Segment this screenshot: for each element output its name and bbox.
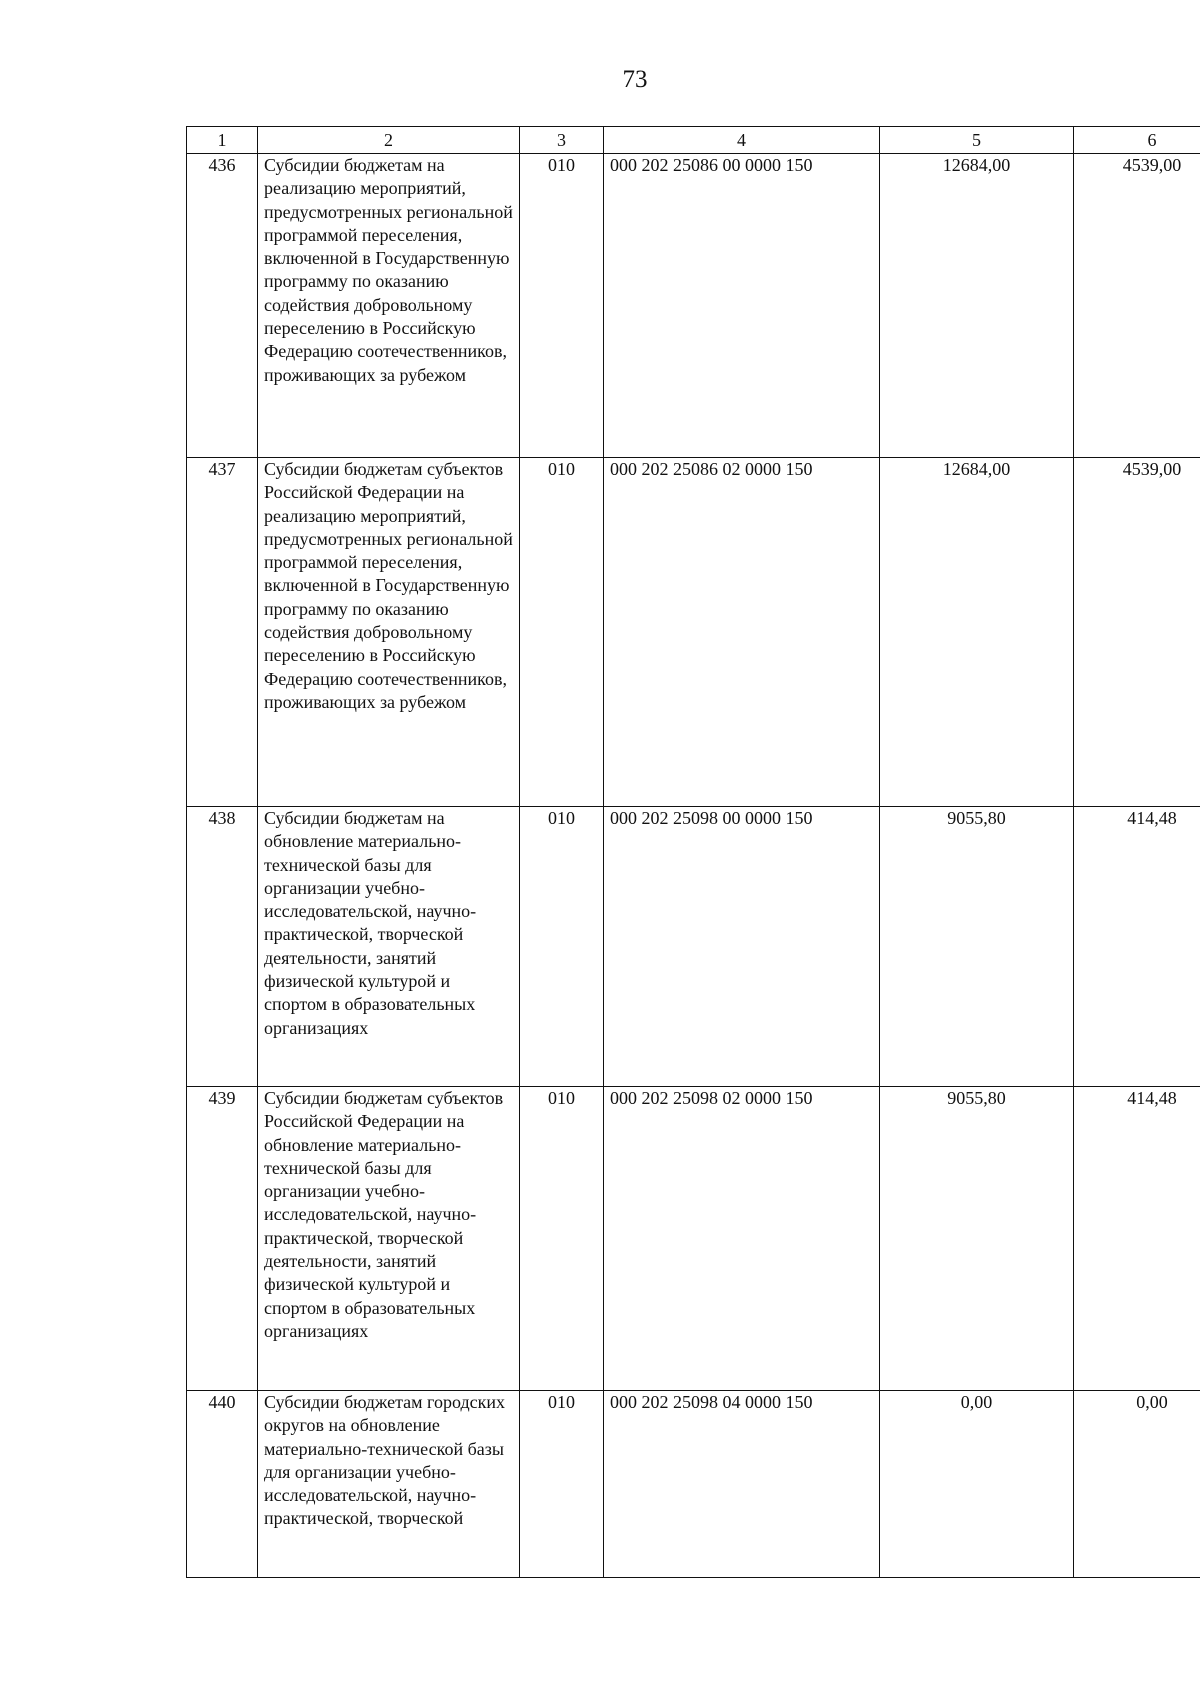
- row-code: 000 202 25098 04 0000 150: [604, 1391, 880, 1578]
- column-header-6: 6: [1074, 127, 1200, 154]
- column-header-5: 5: [880, 127, 1074, 154]
- row-col6: 4539,00: [1074, 154, 1200, 458]
- column-header-4: 4: [604, 127, 880, 154]
- table-row: [187, 807, 1200, 1087]
- row-number: 437: [187, 458, 258, 807]
- table-header-row: [187, 127, 1200, 154]
- row-col6: 4539,00: [1074, 458, 1200, 807]
- budget-table: [186, 126, 1200, 1578]
- row-code: 000 202 25098 00 0000 150: [604, 807, 880, 1087]
- row-name: Субсидии бюджетам городских округов на обновление материально-технической базы для организации учебно-исследовательской, научно-практической, творческой: [258, 1391, 520, 1578]
- row-name: Субсидии бюджетам субъектов Российской Федерации на обновление материально-технической базы для организации учебно-исследовательской, научно-практической, творческой деятельности, занятий физической культурой и спортом в образовательных организациях: [258, 1087, 520, 1391]
- table-row: [187, 1391, 1200, 1578]
- page-number: 73: [622, 66, 648, 93]
- row-col3: 010: [520, 1391, 604, 1578]
- row-col6: 414,48: [1074, 807, 1200, 1087]
- row-col6: 0,00: [1074, 1391, 1200, 1578]
- row-number: 436: [187, 154, 258, 458]
- row-number: 439: [187, 1087, 258, 1391]
- row-code: 000 202 25086 00 0000 150: [604, 154, 880, 458]
- row-col5: 9055,80: [880, 807, 1074, 1087]
- row-name: Субсидии бюджетам на реализацию мероприятий, предусмотренных региональной программой переселения, включенной в Государственную программу по оказанию содействия добровольному переселению в Российскую Федерацию соотечественников, проживающих за рубежом: [258, 154, 520, 458]
- row-number: 438: [187, 807, 258, 1087]
- row-name: Субсидии бюджетам субъектов Российской Федерации на реализацию мероприятий, предусмотренных региональной программой переселения, включенной в Государственную программу по оказанию содействия добровольному переселению в Российскую Федерацию соотечественников, проживающих за рубежом: [258, 458, 520, 807]
- row-col3: 010: [520, 458, 604, 807]
- column-header-1: 1: [187, 127, 258, 154]
- row-name: Субсидии бюджетам на обновление материально-технической базы для организации учебно-исследовательской, научно-практической, творческой деятельности, занятий физической культурой и спортом в образовательных организациях: [258, 807, 520, 1087]
- row-col5: 0,00: [880, 1391, 1074, 1578]
- row-code: 000 202 25086 02 0000 150: [604, 458, 880, 807]
- column-header-3: 3: [520, 127, 604, 154]
- row-col3: 010: [520, 154, 604, 458]
- row-col3: 010: [520, 807, 604, 1087]
- table-row: [187, 1087, 1200, 1391]
- column-header-2: 2: [258, 127, 520, 154]
- table-row: [187, 458, 1200, 807]
- row-col3: 010: [520, 1087, 604, 1391]
- table-row: [187, 154, 1200, 458]
- row-col5: 12684,00: [880, 154, 1074, 458]
- row-col6: 414,48: [1074, 1087, 1200, 1391]
- row-col5: 9055,80: [880, 1087, 1074, 1391]
- row-code: 000 202 25098 02 0000 150: [604, 1087, 880, 1391]
- row-col5: 12684,00: [880, 458, 1074, 807]
- row-number: 440: [187, 1391, 258, 1578]
